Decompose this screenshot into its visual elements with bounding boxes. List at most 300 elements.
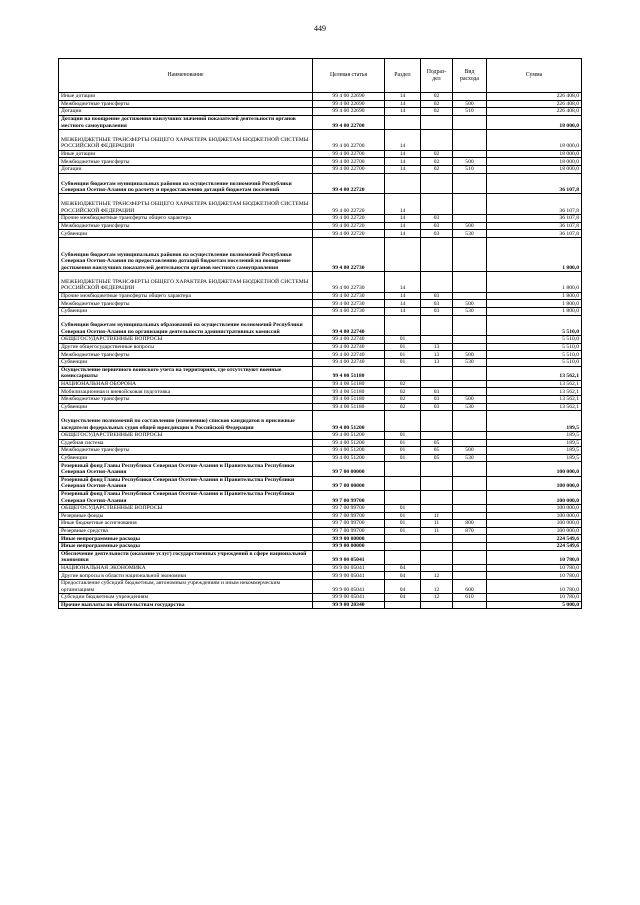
row-name: Резервный фонд Главы Республики Северная Осетия-Алания и Правительства Республики Северная Осетия-Алания [59,462,313,476]
row-section: 01 [385,343,421,351]
row-sum: 18 000,0 [487,150,582,158]
row-section: 02 [385,396,421,404]
row-section: 14 [385,271,421,292]
row-sum: 189,5 [487,432,582,440]
row-name: Межбюджетные трансферты [59,300,313,308]
row-subsection: 05 [421,454,453,462]
row-subsection [421,490,453,504]
row-section [385,550,421,564]
row-code: 99 4 00 22730 [313,292,385,300]
table-row [59,572,582,580]
row-name: МЕЖБЮДЖЕТНЫЕ ТРАНСФЕРТЫ ОБЩЕГО ХАРАКТЕРА БЮДЖЕТАМ БЮДЖЕТНОЙ СИСТЕМЫ РОССИЙСКОЙ ФЕДЕРАЦИИ [59,271,313,292]
budget-table [58,58,582,609]
row-section [385,601,421,609]
row-sum: 13 562,1 [487,380,582,388]
row-name: Резервные фонды [59,512,313,520]
row-sum: 13 562,1 [487,366,582,380]
header-section: Раздел [385,59,421,93]
row-name: Судебная система [59,439,313,447]
row-section: 02 [385,388,421,396]
row-section [385,315,421,336]
row-kind: 510 [453,165,487,173]
row-subsection [421,462,453,476]
table-row [59,454,582,462]
row-kind: 530 [453,307,487,315]
row-section: 01 [385,512,421,520]
row-kind: 500 [453,447,487,455]
row-section: 14 [385,165,421,173]
row-section: 02 [385,380,421,388]
row-subsection: 13 [421,359,453,367]
row-kind [453,93,487,101]
row-section [385,237,421,271]
row-sum: 100 000,0 [487,462,582,476]
row-code: 99 4 00 22730 [313,271,385,292]
table-row [59,93,582,101]
row-section: 14 [385,129,421,150]
row-sum: 13 562,1 [487,388,582,396]
row-kind: 500 [453,300,487,308]
row-name: НАЦИОНАЛЬНАЯ ОБОРОНА [59,380,313,388]
row-code: 99 4 00 22700 [313,165,385,173]
row-sum: 18 000,0 [487,115,582,129]
row-kind [453,601,487,609]
row-code: 99 4 00 22740 [313,336,385,344]
row-name: Межбюджетные трансферты [59,351,313,359]
row-kind: 500 [453,351,487,359]
row-subsection [421,432,453,440]
row-sum: 18 000,0 [487,158,582,166]
row-code: 99 4 00 22740 [313,343,385,351]
row-section [385,411,421,432]
row-kind [453,380,487,388]
row-kind [453,366,487,380]
row-subsection: 11 [421,512,453,520]
row-section: 14 [385,100,421,108]
row-section: 04 [385,579,421,593]
row-sum: 1 800,0 [487,307,582,315]
table-row [59,315,582,336]
row-section: 14 [385,108,421,116]
row-name: Субвенции [59,307,313,315]
row-code: 99 4 00 22720 [313,173,385,194]
row-kind: 510 [453,108,487,116]
table-row [59,150,582,158]
row-kind [453,550,487,564]
table-row [59,504,582,512]
row-sum: 1 800,0 [487,300,582,308]
row-name: Резервный фонд Главы Республики Северная Осетия-Алания и Правительства Республики Северная Осетия-Алания [59,490,313,504]
row-kind [453,504,487,512]
row-subsection: 03 [421,300,453,308]
row-sum: 10 780,0 [487,572,582,580]
row-sum: 189,5 [487,439,582,447]
table-row [59,527,582,535]
row-kind: 500 [453,100,487,108]
row-name: Другие общегосударственные вопросы [59,343,313,351]
row-name: ОБЩЕГОСУДАРСТВЕННЫЕ ВОПРОСЫ [59,432,313,440]
row-subsection: 02 [421,165,453,173]
page-number: 449 [314,24,326,33]
row-subsection [421,550,453,564]
row-kind: 530 [453,454,487,462]
row-code: 99 7 00 99700 [313,490,385,504]
row-subsection: 02 [421,93,453,101]
table-row [59,215,582,223]
row-sum: 36 107,8 [487,222,582,230]
row-subsection: 11 [421,527,453,535]
table-row [59,366,582,380]
row-section: 01 [385,520,421,528]
row-code: 99 4 00 22730 [313,237,385,271]
row-name: Иные непрограммные расходы [59,535,313,543]
table-row [59,108,582,116]
row-kind [453,462,487,476]
row-name: МЕЖБЮДЖЕТНЫЕ ТРАНСФЕРТЫ ОБЩЕГО ХАРАКТЕРА БЮДЖЕТАМ БЮДЖЕТНОЙ СИСТЕМЫ РОССИЙСКОЙ ФЕДЕРАЦИИ [59,129,313,150]
row-name: НАЦИОНАЛЬНАЯ ЭКОНОМИКА [59,564,313,572]
row-kind [453,343,487,351]
row-section: 14 [385,300,421,308]
row-name: Субвенции [59,359,313,367]
row-sum: 5 510,0 [487,315,582,336]
row-subsection: 13 [421,351,453,359]
row-kind: 530 [453,359,487,367]
row-name: Иные дотации [59,150,313,158]
row-kind [453,564,487,572]
row-subsection [421,542,453,550]
row-code: 99 9 00 05041 [313,550,385,564]
row-name: Межбюджетные трансферты [59,100,313,108]
row-subsection [421,564,453,572]
row-code: 99 4 00 51180 [313,403,385,411]
row-sum: 100 000,0 [487,504,582,512]
row-name: МЕЖБЮДЖЕТНЫЕ ТРАНСФЕРТЫ ОБЩЕГО ХАРАКТЕРА БЮДЖЕТАМ БЮДЖЕТНОЙ СИСТЕМЫ РОССИЙСКОЙ ФЕДЕРАЦИИ [59,194,313,215]
row-section: 14 [385,292,421,300]
table-row [59,388,582,396]
row-kind [453,572,487,580]
header-sum: Сумма [487,59,582,93]
row-subsection [421,315,453,336]
table-row [59,550,582,564]
row-sum: 13 562,1 [487,396,582,404]
table-row [59,579,582,593]
row-kind: 600 [453,579,487,593]
row-name: Межбюджетные трансферты [59,396,313,404]
table-row [59,158,582,166]
row-kind [453,194,487,215]
row-sum: 5 510,0 [487,359,582,367]
row-sum: 10 780,0 [487,579,582,593]
row-kind [453,292,487,300]
row-sum: 5 510,0 [487,336,582,344]
row-subsection: 05 [421,439,453,447]
row-subsection [421,476,453,490]
row-name: Межбюджетные трансферты [59,447,313,455]
row-kind [453,535,487,543]
row-kind: 870 [453,527,487,535]
header-code: Целевая статья [313,59,385,93]
row-subsection: 12 [421,579,453,593]
row-sum: 226 408,0 [487,100,582,108]
row-code: 99 4 00 22740 [313,359,385,367]
row-section: 14 [385,150,421,158]
row-name: Осуществление полномочий по составлению (изменению) списков кандидатов в присяжные заседатели федеральных судов общей юрисдикции в Российской Федерации [59,411,313,432]
row-code: 99 4 00 22730 [313,307,385,315]
row-sum: 226 408,0 [487,93,582,101]
row-kind: 500 [453,158,487,166]
row-subsection [421,194,453,215]
row-section: 14 [385,222,421,230]
row-sum: 5 000,0 [487,601,582,609]
row-kind [453,129,487,150]
row-section: 14 [385,230,421,238]
row-section [385,490,421,504]
row-sum: 100 000,0 [487,520,582,528]
row-kind [453,115,487,129]
row-name: Мобилизационная и вневойсковая подготовка [59,388,313,396]
table-row [59,343,582,351]
table-row [59,564,582,572]
row-subsection [421,535,453,543]
row-code: 99 4 00 22690 [313,93,385,101]
row-sum: 13 562,1 [487,403,582,411]
row-section: 02 [385,403,421,411]
row-section: 01 [385,351,421,359]
row-code: 99 9 00 05041 [313,594,385,602]
row-subsection [421,366,453,380]
row-name: Дотации на поощрение достижения наилучших значений показателей деятельности органов местного самоуправления [59,115,313,129]
row-section: 01 [385,454,421,462]
row-name: Иные бюджетные ассигнования [59,520,313,528]
row-name: Межбюджетные трансферты [59,222,313,230]
table-row [59,439,582,447]
table-row [59,165,582,173]
table-row [59,411,582,432]
row-sum: 189,5 [487,447,582,455]
row-subsection: 03 [421,388,453,396]
row-kind [453,411,487,432]
row-section: 14 [385,158,421,166]
row-subsection [421,504,453,512]
row-kind [453,439,487,447]
row-section: 01 [385,447,421,455]
row-name: Субвенции бюджетам муниципальных районов на осуществление полномочий Республики Северная Осетия-Алания по расчету и предоставлению дотаций бюджетам поселений [59,173,313,194]
row-sum: 36 107,8 [487,230,582,238]
row-kind [453,490,487,504]
row-sum: 5 510,0 [487,351,582,359]
table-row [59,230,582,238]
row-code: 99 4 00 51200 [313,454,385,462]
row-subsection: 11 [421,520,453,528]
row-name: Иные дотации [59,93,313,101]
row-code: 99 4 00 51200 [313,432,385,440]
row-name: ОБЩЕГОСУДАРСТВЕННЫЕ ВОПРОСЫ [59,336,313,344]
header-kind: Вид расхода [453,59,487,93]
row-code: 99 4 00 51200 [313,439,385,447]
table-row [59,396,582,404]
row-section [385,535,421,543]
table-row [59,380,582,388]
row-name: Субвенции [59,454,313,462]
row-name: Осуществление первичного воинского учета на территориях, где отсутствуют военные комиссариаты [59,366,313,380]
row-subsection [421,271,453,292]
row-subsection: 03 [421,230,453,238]
table-header-row [59,59,582,93]
row-code: 99 4 00 51180 [313,388,385,396]
row-code: 99 7 00 00000 [313,462,385,476]
row-name: Резервные средства [59,527,313,535]
row-section: 14 [385,194,421,215]
table-row [59,476,582,490]
row-subsection [421,173,453,194]
row-name: Субвенции бюджетам муниципальных районов на осуществление полномочий Республики Северная Осетия-Алания по предоставлению дотаций бюджетам поселений на поощрение достижения наилучших показателей деятельности органов местного самоуправления [59,237,313,271]
row-subsection [421,129,453,150]
table-row [59,292,582,300]
row-code: 99 4 00 22720 [313,215,385,223]
row-sum: 18 000,0 [487,129,582,150]
row-section: 04 [385,572,421,580]
header-name: Наименование [59,59,313,93]
row-sum: 224 549,6 [487,535,582,543]
row-code: 99 9 00 05041 [313,579,385,593]
row-subsection: 02 [421,150,453,158]
row-sum: 100 000,0 [487,490,582,504]
row-kind [453,215,487,223]
header-subsection: Подраз- дел [421,59,453,93]
row-name: Субвенции бюджетам муниципальных образований на осуществление полномочий Республики Северная Осетия-Алания по организации деятельности административных комиссий [59,315,313,336]
row-subsection: 02 [421,100,453,108]
row-code: 99 4 00 22720 [313,222,385,230]
row-section [385,173,421,194]
row-code: 99 9 00 05041 [313,572,385,580]
row-kind [453,432,487,440]
row-kind [453,315,487,336]
row-code: 99 4 00 22700 [313,150,385,158]
row-section: 01 [385,432,421,440]
row-sum: 36 107,8 [487,194,582,215]
row-kind [453,173,487,194]
row-kind [453,237,487,271]
row-subsection: 03 [421,403,453,411]
row-code: 99 4 00 51180 [313,396,385,404]
row-code: 99 7 00 99700 [313,512,385,520]
row-sum: 224 549,6 [487,542,582,550]
table-row [59,194,582,215]
row-sum: 1 800,0 [487,237,582,271]
row-name: Субвенции [59,230,313,238]
row-code: 99 7 00 00000 [313,476,385,490]
row-subsection: 12 [421,594,453,602]
row-kind [453,271,487,292]
table-row [59,403,582,411]
table-row [59,115,582,129]
row-code: 99 4 00 51180 [313,366,385,380]
row-code: 99 9 00 00000 [313,542,385,550]
row-section [385,115,421,129]
row-code: 99 4 00 22690 [313,100,385,108]
row-code: 99 9 00 20340 [313,601,385,609]
row-sum: 36 107,8 [487,173,582,194]
row-section: 01 [385,504,421,512]
table-row [59,359,582,367]
table-row [59,432,582,440]
row-code: 99 4 00 22700 [313,158,385,166]
row-subsection: 03 [421,222,453,230]
row-code: 99 7 00 99700 [313,520,385,528]
row-section: 01 [385,527,421,535]
row-section [385,366,421,380]
row-sum: 100 000,0 [487,512,582,520]
row-sum: 36 107,8 [487,215,582,223]
row-name: Субвенции [59,403,313,411]
table-row [59,300,582,308]
table-row [59,520,582,528]
row-sum: 10 780,0 [487,550,582,564]
row-subsection [421,237,453,271]
row-name: Резервный фонд Главы Республики Северная Осетия-Алания и Правительства Республики Северная Осетия-Алания [59,476,313,490]
row-name: Другие вопросы в области национальной экономики [59,572,313,580]
row-name: Межбюджетные трансферты [59,158,313,166]
row-kind: 530 [453,403,487,411]
row-name: Прочие выплаты по обязательствам государства [59,601,313,609]
row-name: Иные непрограммные расходы [59,542,313,550]
row-section: 01 [385,359,421,367]
table-row [59,336,582,344]
row-code: 99 4 00 22720 [313,194,385,215]
table-row [59,512,582,520]
row-section [385,476,421,490]
row-section [385,462,421,476]
row-sum: 100 000,0 [487,527,582,535]
row-sum: 18 000,0 [487,165,582,173]
row-section: 14 [385,307,421,315]
table-row [59,462,582,476]
row-kind: 500 [453,396,487,404]
row-section: 01 [385,336,421,344]
row-kind [453,336,487,344]
row-name: ОБЩЕГОСУДАРСТВЕННЫЕ ВОПРОСЫ [59,504,313,512]
row-sum: 10 780,0 [487,594,582,602]
row-code: 99 7 00 99700 [313,504,385,512]
row-name: Дотации [59,165,313,173]
row-sum: 189,5 [487,411,582,432]
row-code: 99 9 00 05041 [313,564,385,572]
table-row [59,100,582,108]
row-subsection: 13 [421,343,453,351]
table-row [59,307,582,315]
row-subsection: 03 [421,215,453,223]
row-sum: 226 408,0 [487,108,582,116]
table-row [59,594,582,602]
row-name: Обеспечение деятельности (оказание услуг) государственных учреждений в сфере национальной экономики [59,550,313,564]
row-code: 99 4 00 22700 [313,129,385,150]
row-subsection [421,411,453,432]
row-subsection: 02 [421,158,453,166]
row-code: 99 9 00 00000 [313,535,385,543]
row-subsection: 05 [421,447,453,455]
table-row [59,490,582,504]
table-row [59,173,582,194]
row-sum: 189,5 [487,454,582,462]
table-row [59,351,582,359]
row-code: 99 4 00 22740 [313,315,385,336]
row-subsection [421,115,453,129]
row-name: Прочие межбюджетные трансферты общего характера [59,215,313,223]
row-sum: 5 510,0 [487,343,582,351]
row-subsection [421,336,453,344]
row-kind: 500 [453,222,487,230]
row-code: 99 4 00 22740 [313,351,385,359]
